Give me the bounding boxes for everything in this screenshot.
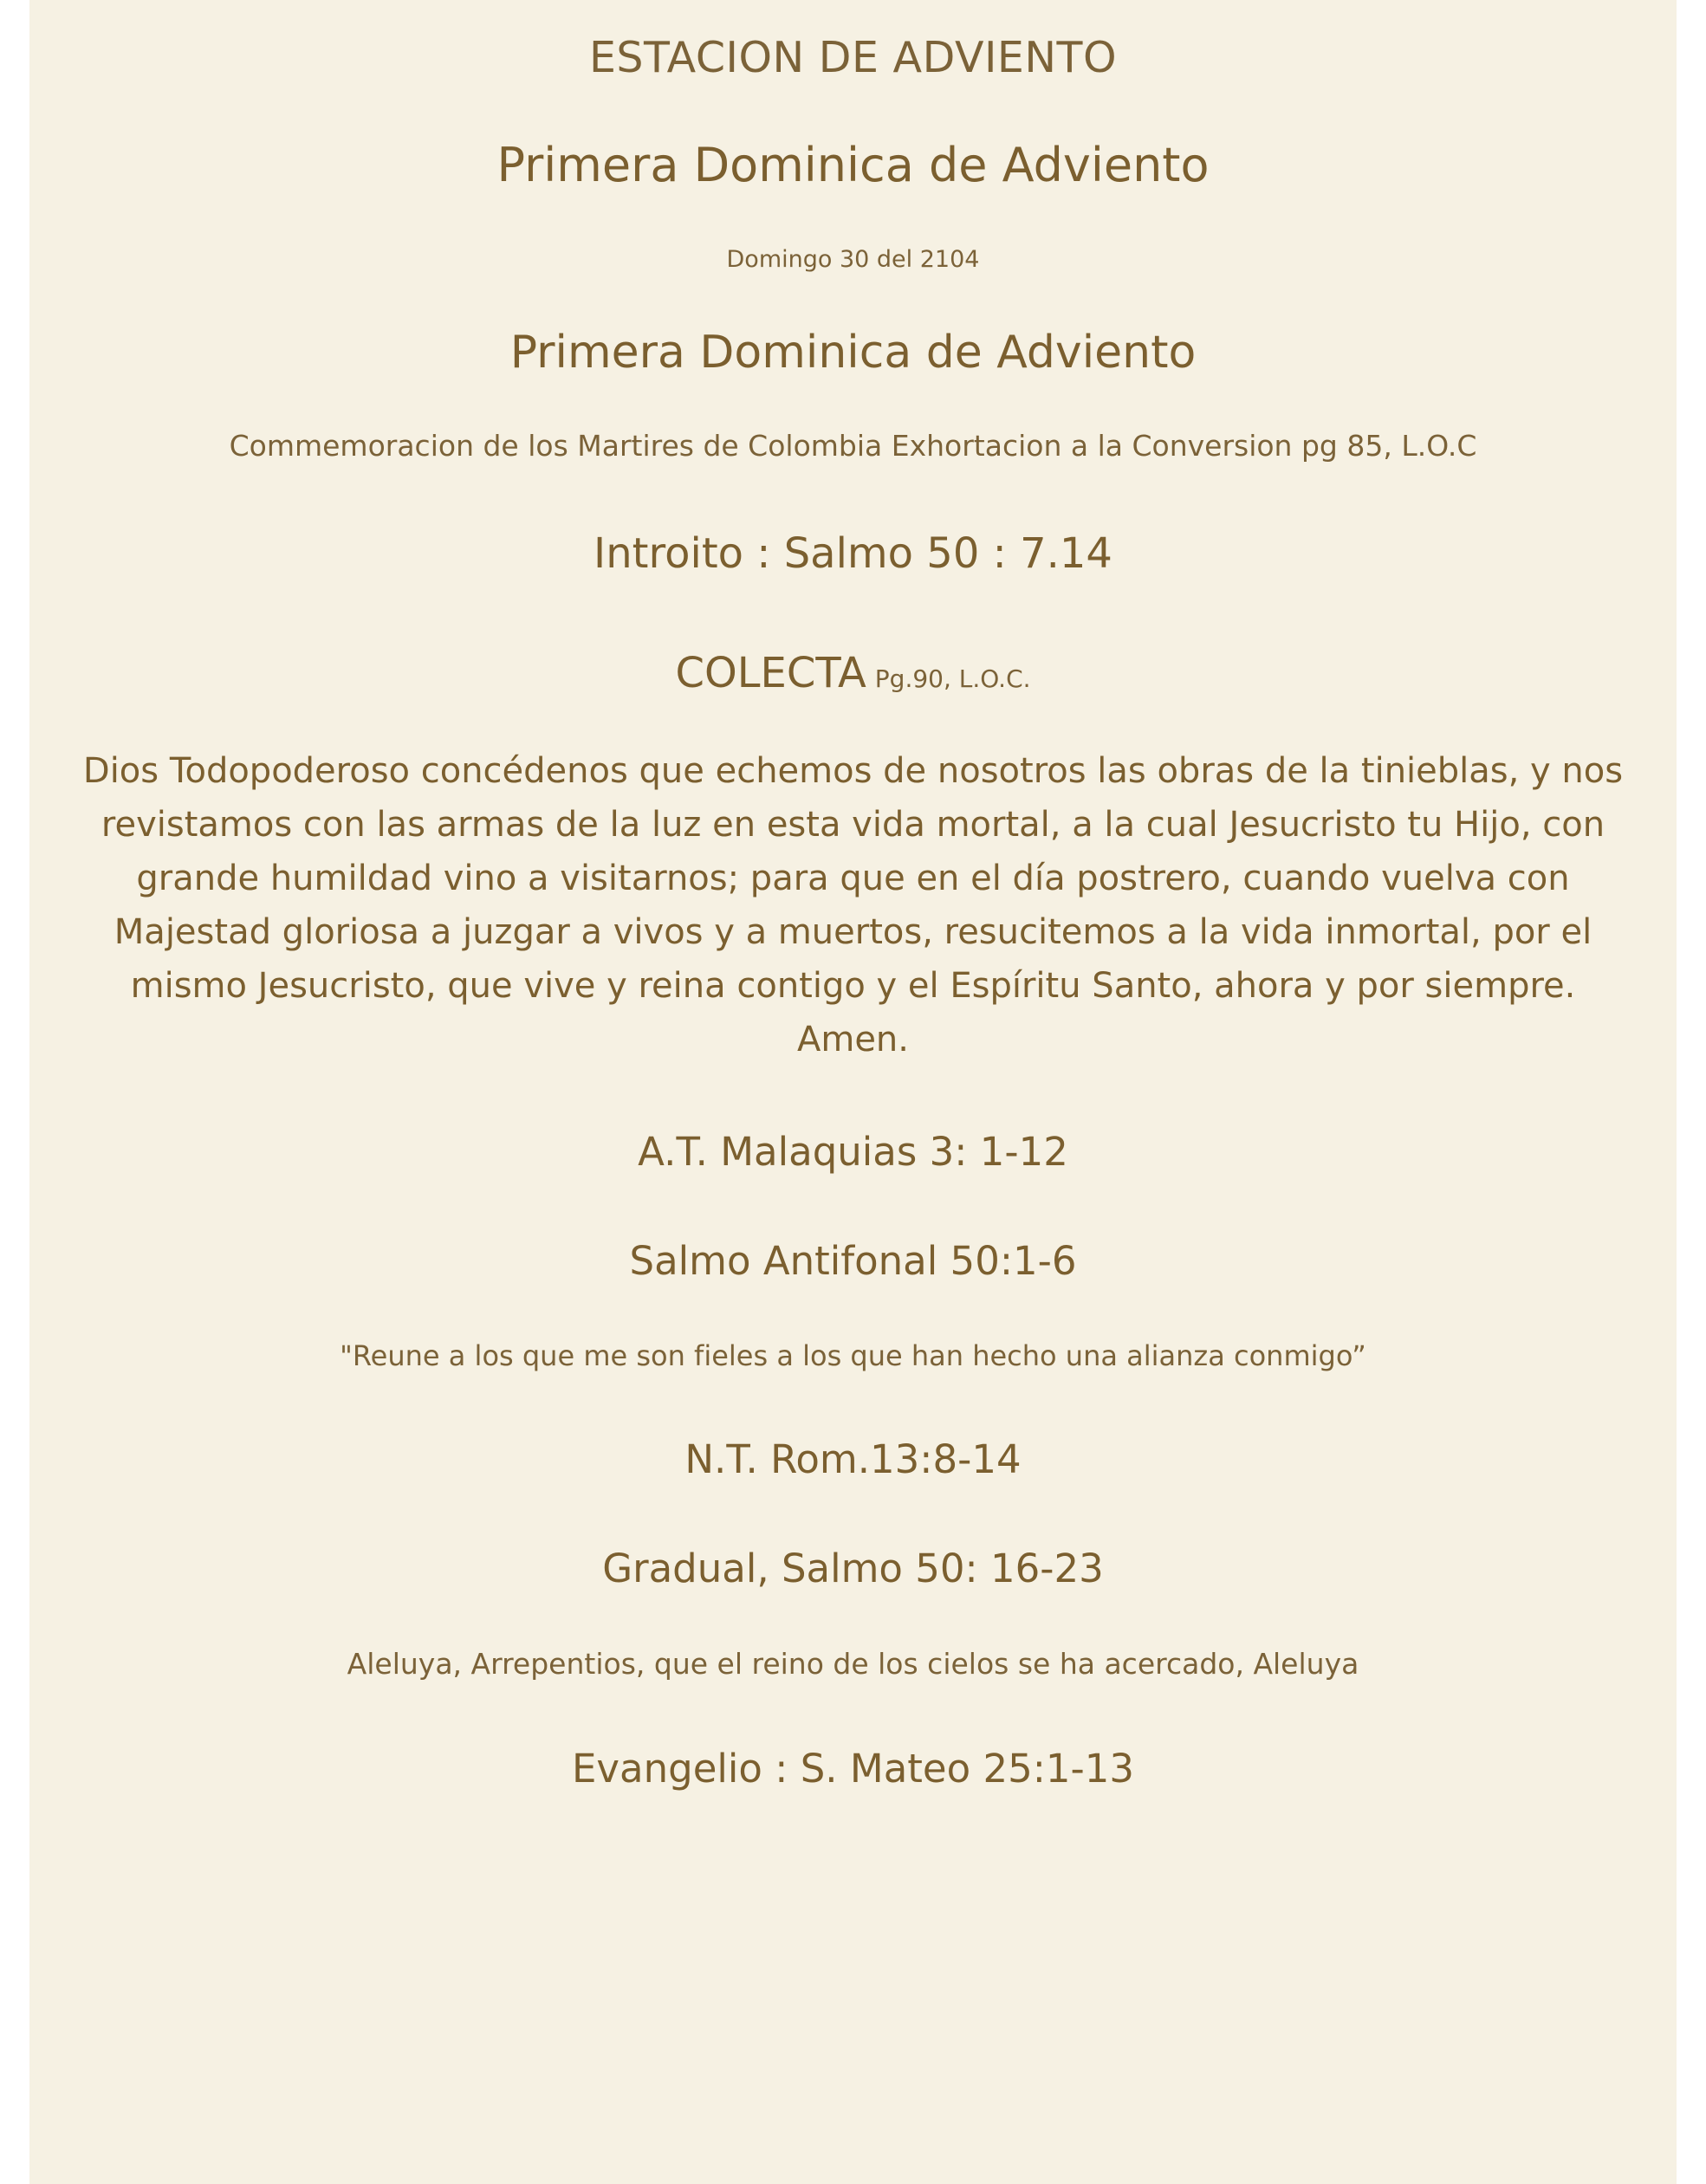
colecta-label: COLECTA	[675, 649, 866, 698]
antiphonal-psalm-heading: Salmo Antifonal 50:1-6	[629, 1237, 1077, 1284]
station-title: ESTACION DE ADVIENTO	[588, 33, 1118, 82]
colecta-reference: Pg.90, L.O.C.	[874, 664, 1031, 694]
alleluia-verse: Aleluya, Arrepentios, que el reino de los cielos se ha acercado, Aleluya	[347, 1647, 1359, 1682]
document-content	[78, 35, 1629, 1792]
psalm-quote: "Reune a los que me son fieles a los que han hecho una alianza conmigo”	[340, 1338, 1366, 1372]
introit-heading: Introito : Salmo 50 : 7.14	[594, 529, 1112, 579]
sunday-title: Primera Dominica de Adviento	[496, 137, 1210, 192]
sunday-date: Domingo 30 del 2104	[726, 245, 980, 273]
colecta-heading	[78, 649, 1629, 699]
gospel-heading: Evangelio : S. Mateo 25:1-13	[571, 1746, 1134, 1792]
old-testament-reading: A.T. Malaquias 3: 1-12	[638, 1128, 1068, 1175]
sunday-title-secondary: Primera Dominica de Adviento	[509, 327, 1197, 379]
gradual-heading: Gradual, Salmo 50: 16-23	[602, 1546, 1104, 1592]
colecta-prayer-text: Dios Todopoderoso concédenos que echemos de nosotros las obras de la tinieblas, y nos revistamos con las armas de la luz en esta vida mortal, a la cual Jesucristo tu Hijo, con grande humildad vino a visitarnos; para que en el día postrero, cuando vuelva con Majestad gloriosa a juzgar a vivos y a muertos, resucitemos a la vida inmortal, por el mismo Jesucristo, que vive y reina contigo y el Espíritu Santo, ahora y por siempre. Amen.	[82, 750, 1624, 1060]
commemoration-line: Commemoracion de los Martires de Colombia Exhortacion a la Conversion pg 85, L.O.C	[229, 429, 1477, 463]
new-testament-reading: N.T. Rom.13:8-14	[684, 1436, 1022, 1483]
